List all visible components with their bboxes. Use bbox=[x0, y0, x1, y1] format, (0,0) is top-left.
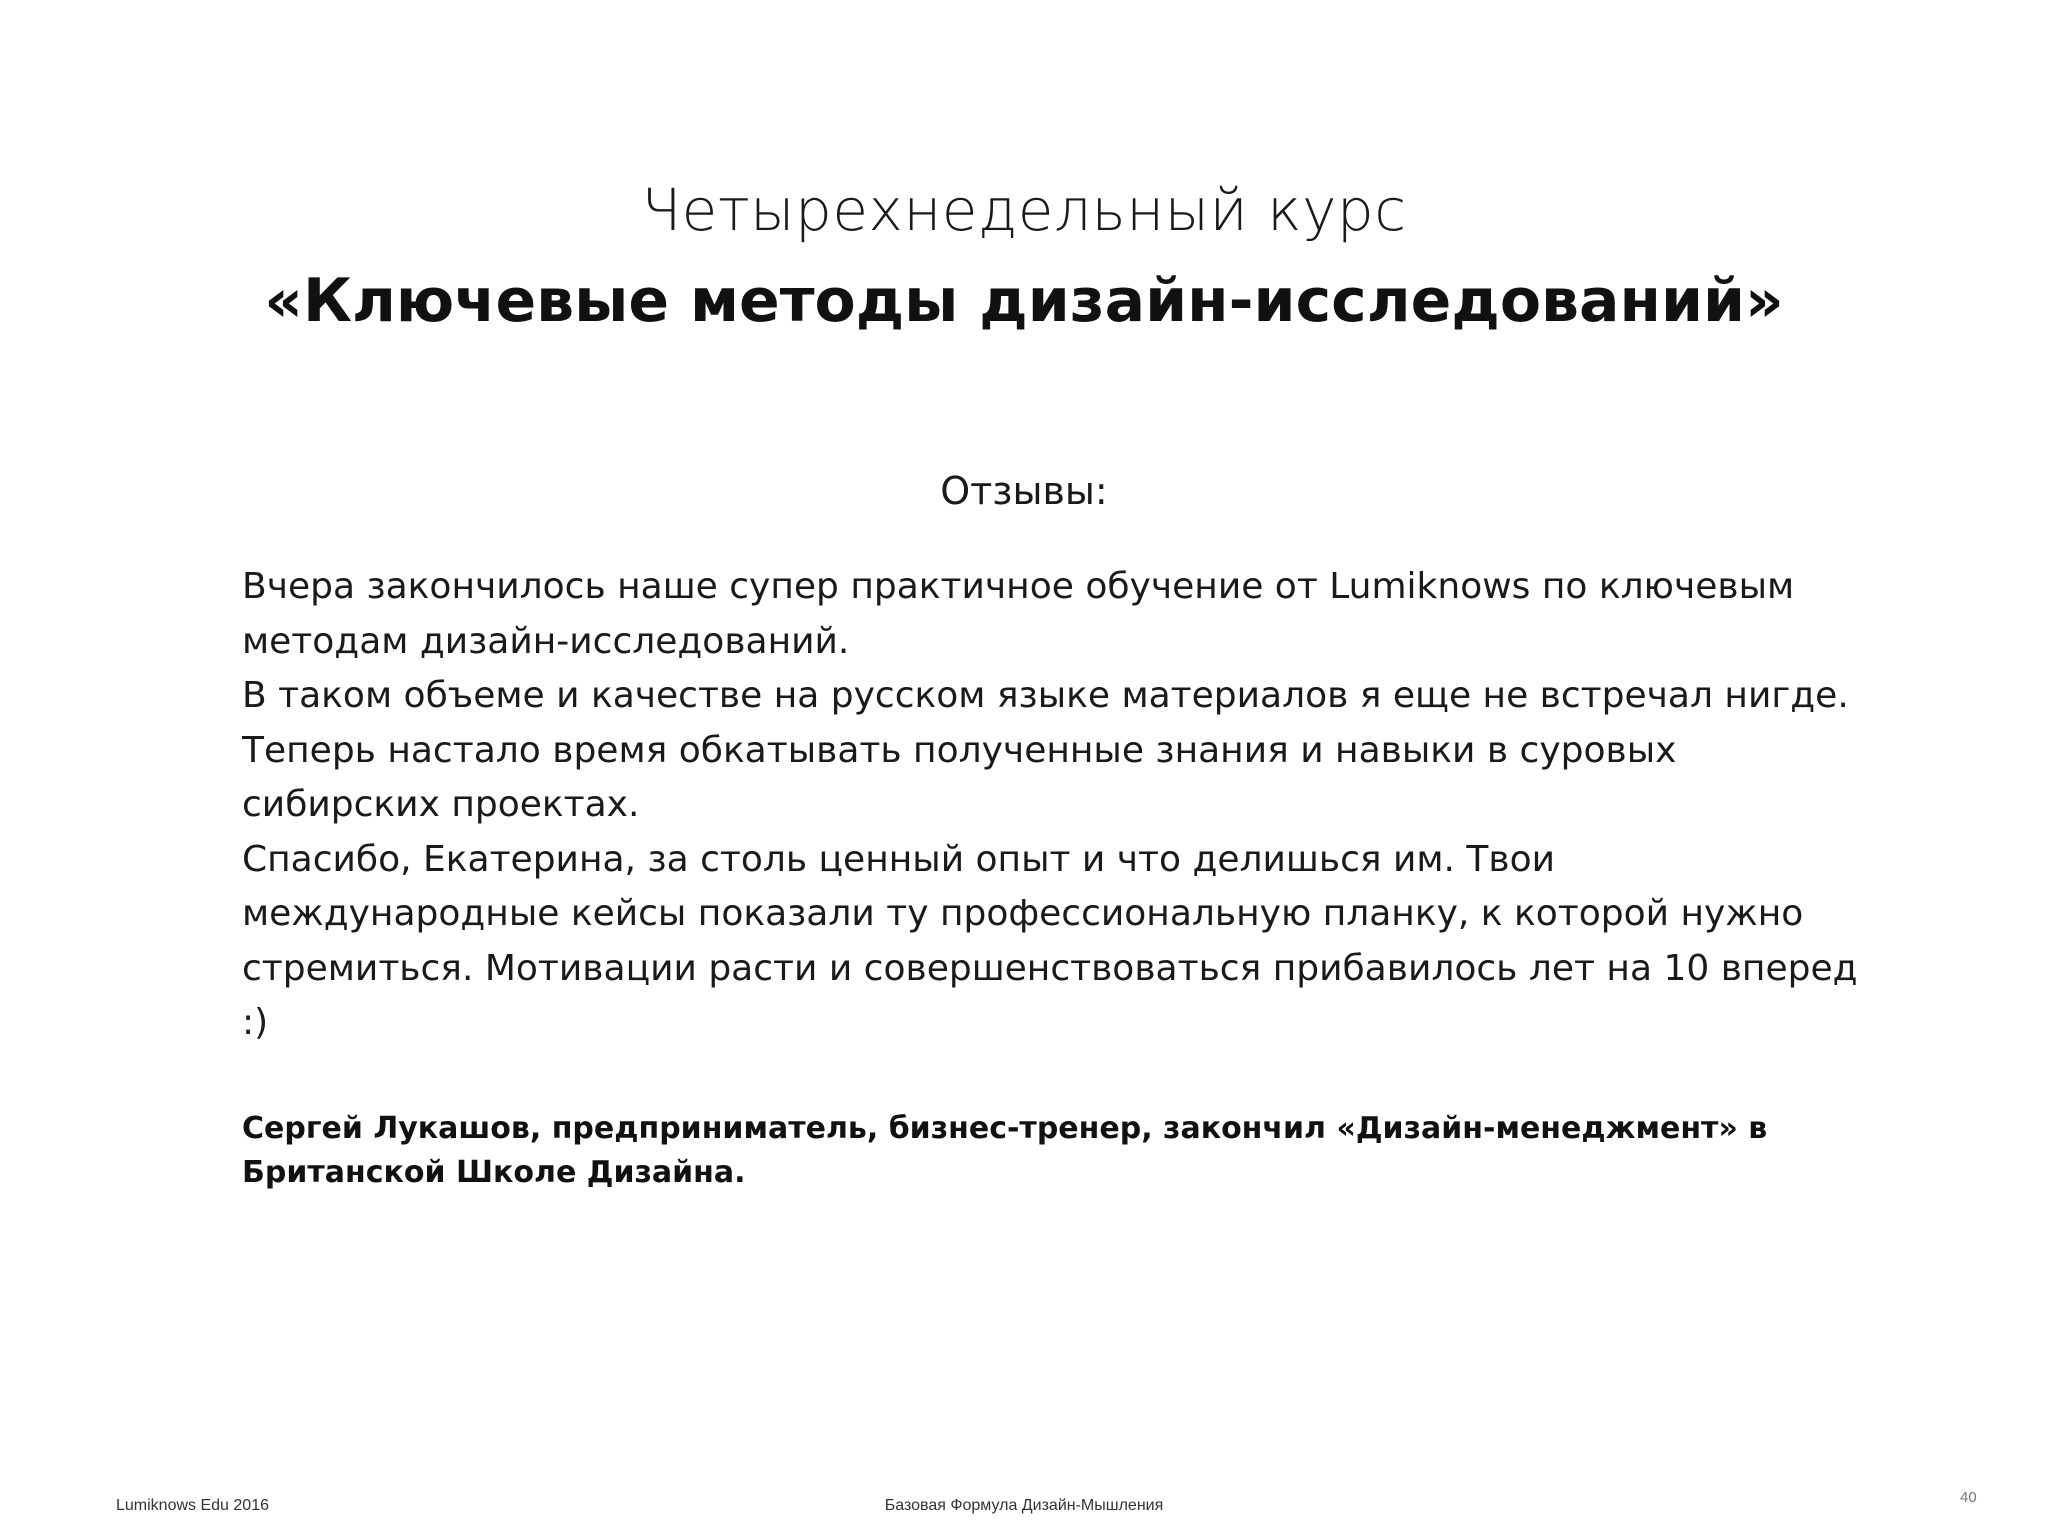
footer-course-name: Базовая Формула Дизайн-Мышления bbox=[884, 1497, 1164, 1514]
review-text bbox=[242, 560, 1872, 1051]
footer-brand: Lumiknows Edu 2016 bbox=[116, 1497, 269, 1514]
page-number: 40 bbox=[1960, 1489, 1977, 1506]
review-paragraph: В таком объеме и качестве на русском языке материалов я еще не встречал нигде. bbox=[242, 675, 1849, 716]
course-title: «Ключевые методы дизайн-исследований» bbox=[264, 266, 1784, 336]
course-title-subtitle: Четырехнедельный курс bbox=[641, 176, 1407, 244]
reviews-heading: Отзывы: bbox=[940, 469, 1108, 513]
review-paragraph: Вчера закончилось наше супер практичное обучение от Lumiknows по ключевым методам дизайн-исследований. bbox=[242, 566, 1795, 662]
review-paragraph: Теперь настало время обкатывать полученные знания и навыки в суровых сибирских проектах. bbox=[242, 729, 1677, 825]
review-author: Сергей Лукашов, предприниматель, бизнес-тренер, закончил «Дизайн-менеджмент» в Британской Школе Дизайна. bbox=[242, 1111, 1768, 1190]
review-paragraph: Спасибо, Екатерина, за столь ценный опыт и что делишься им. Твои международные кейсы показали ту профессиональную планку, к которой нужно стремиться. Мотивации расти и совершенствоваться прибавилось лет на 10 вперед :) bbox=[242, 838, 1858, 1043]
